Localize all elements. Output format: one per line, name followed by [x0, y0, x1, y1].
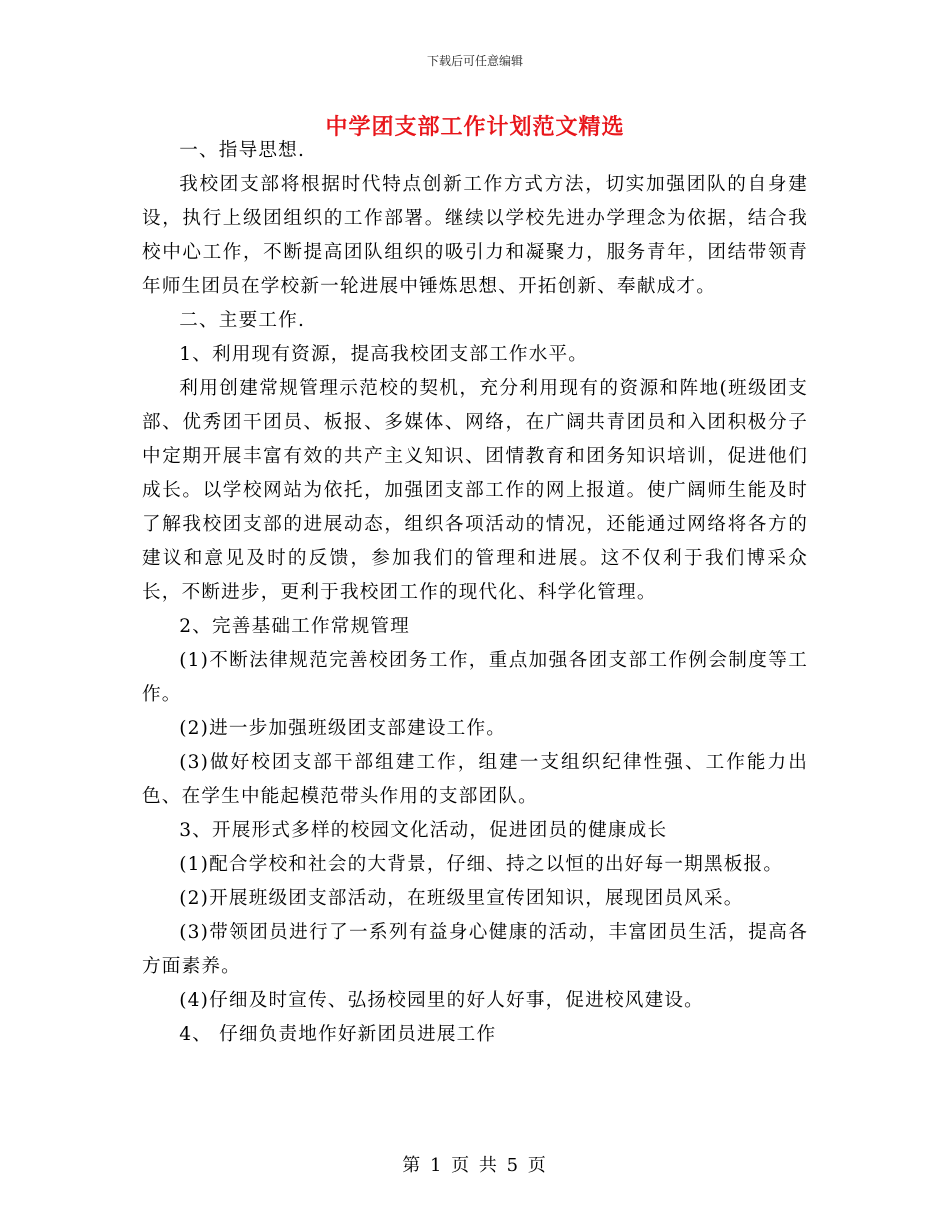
body-paragraph: 我校团支部将根据时代特点创新工作方式方法，切实加强团队的自身建设，执行上级团组织的工作部署。继续以学校先进办学理念为依据，结合我校中心工作，不断提高团队组织的吸引力和凝聚力，服务青年，团结带领青年师生团员在学校新一轮进展中锤炼思想、开拓创新、奉献成才。: [142, 174, 808, 297]
subsection-heading: 3、开展形式多样的校园文化活动，促进团员的健康成长: [179, 820, 668, 841]
section-heading-main-work: 二、主要工作.: [179, 310, 306, 331]
list-item: (1)不断法律规范完善校团务工作，重点加强各团支部工作例会制度等工作。: [142, 650, 808, 705]
list-item: (3)做好校团支部干部组建工作，组建一支组织纪律性强、工作能力出色、在学生中能起模范带头作用的支部团队。: [142, 752, 808, 807]
list-item: (4)仔细及时宣传、弘扬校园里的好人好事，促进校风建设。: [179, 990, 704, 1011]
page-mid: 页 共: [451, 1155, 499, 1176]
page-suffix: 页: [527, 1155, 548, 1176]
list-item: (1)配合学校和社会的大背景，仔细、持之以恒的出好每一期黑板报。: [179, 854, 784, 875]
body-paragraph: 利用创建常规管理示范校的契机，充分利用现有的资源和阵地(班级团支部、优秀团干团员、板报、多媒体、网络，在广阔共青团员和入团积极分子中定期开展丰富有效的共产主义知识、团情教育和团务知识培训，促进他们成长。以学校网站为依托，加强团支部工作的网上报道。使广阔师生能及时了解我校团支部的进展动态，组织各项活动的情况，还能通过网络将各方的建议和意见及时的反馈，参加我们的管理和进展。这不仅利于我们博采众长，不断进步，更利于我校团工作的现代化、科学化管理。: [142, 378, 808, 603]
page-header-note: 下载后可任意编辑: [426, 54, 523, 68]
section-heading-guiding-ideology: 一、指导思想.: [179, 140, 306, 161]
page-number-footer: [0, 1154, 950, 1178]
document-body: [142, 134, 808, 1052]
page-current: 1: [429, 1155, 444, 1176]
page-total: 5: [506, 1155, 521, 1176]
list-item: (2)开展班级团支部活动，在班级里宣传团知识，展现团员风采。: [179, 888, 744, 909]
list-item: (2)进一步加强班级团支部建设工作。: [179, 718, 507, 739]
list-item: (3)带领团员进行了一系列有益身心健康的活动，丰富团员生活，提高各方面素养。: [142, 922, 808, 977]
document-title: 中学团支部工作计划范文精选: [325, 114, 625, 140]
page-prefix: 第: [402, 1155, 423, 1176]
subsection-heading: 1、利用现有资源，提高我校团支部工作水平。: [179, 344, 589, 365]
subsection-heading: 4、 仔细负责地作好新团员进展工作: [179, 1024, 497, 1045]
subsection-heading: 2、完善基础工作常规管理: [179, 616, 410, 637]
